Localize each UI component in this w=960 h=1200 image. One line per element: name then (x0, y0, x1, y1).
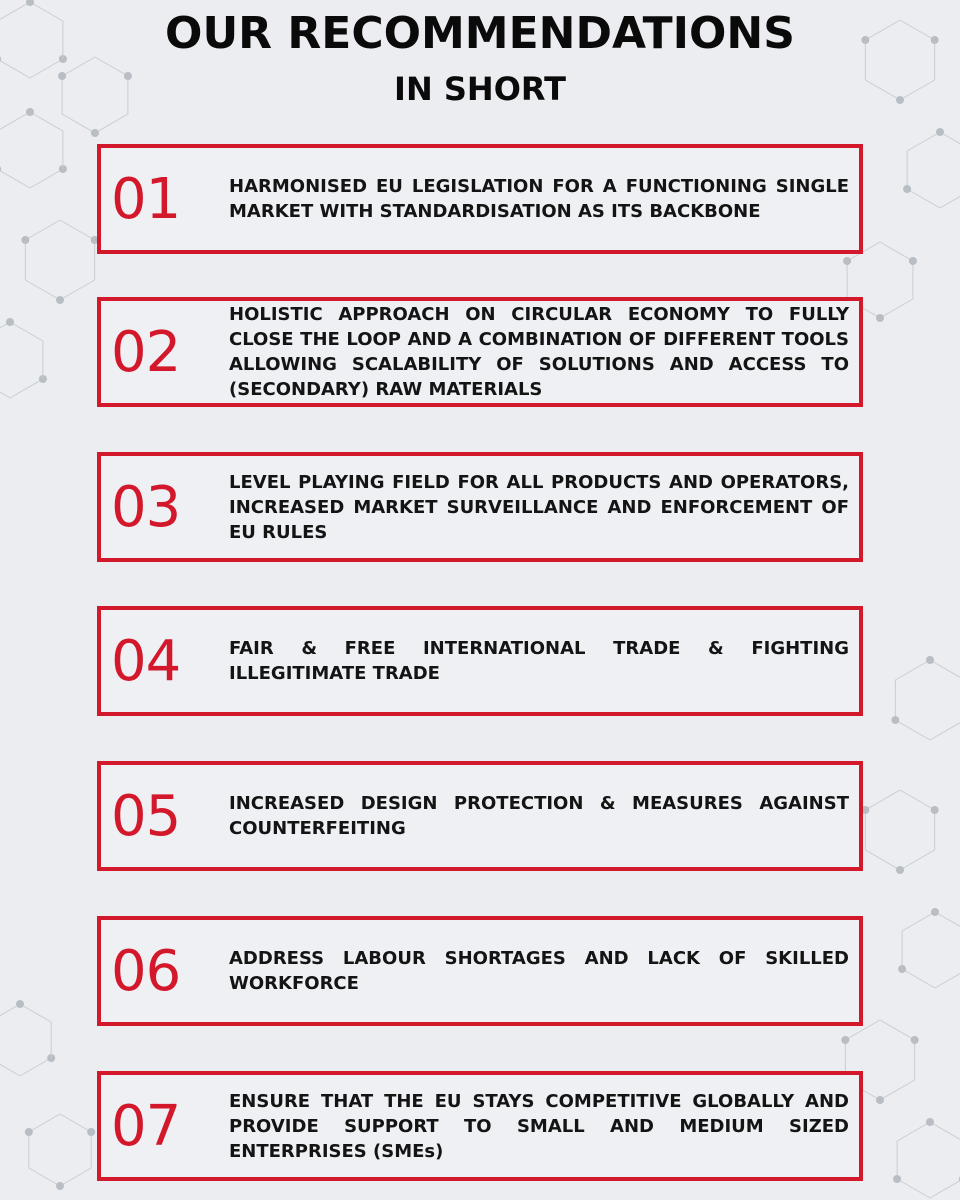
hexagon-edge (0, 112, 30, 131)
recommendation-card-01 (97, 144, 863, 254)
recommendation-card-07 (97, 1071, 863, 1181)
hexagon-node (931, 806, 939, 814)
hexagon-edge (902, 912, 935, 931)
hexagon-edge (60, 280, 95, 300)
hexagon-edge (930, 1179, 960, 1198)
hexagon-node (6, 318, 14, 326)
hexagon-edge (30, 112, 63, 131)
hexagon-edge (30, 169, 63, 188)
hexagon-node (876, 314, 884, 322)
hexagon-edge (900, 850, 935, 870)
recommendation-number: 03 (111, 474, 181, 540)
hexagon-edge (20, 1004, 51, 1022)
hexagon-edge (29, 1114, 60, 1132)
hexagon-node (911, 1036, 919, 1044)
hexagon-node (926, 656, 934, 664)
hexagon-node (91, 129, 99, 137)
hexagon-node (898, 965, 906, 973)
recommendation-card-06 (97, 916, 863, 1026)
hexagon-edge (0, 1058, 20, 1076)
hexagon-edge (930, 1122, 960, 1141)
hexagon-edge (95, 114, 128, 133)
hexagon-edge (0, 379, 10, 398)
hexagon-edge (935, 912, 960, 931)
recommendation-number: 05 (111, 783, 181, 849)
hexagon-edge (0, 169, 30, 188)
hexagon-edge (900, 790, 935, 810)
hexagon-node (903, 185, 911, 193)
recommendation-text: FAIR & FREE INTERNATIONAL TRADE & FIGHTING ILLEGITIMATE TRADE (229, 638, 849, 684)
hexagon-node (891, 716, 899, 724)
recommendation-card-03 (97, 452, 863, 562)
hexagon-node (926, 1118, 934, 1126)
hexagon-edge (897, 1179, 930, 1198)
hexagon-node (876, 1096, 884, 1104)
hexagon-node (909, 257, 917, 265)
hexagon-node (25, 1128, 33, 1136)
recommendation-text: LEVEL PLAYING FIELD FOR ALL PRODUCTS AND OPERATORS, INCREASED MARKET SURVEILLANCE AND ENFORCEMENT OF EU RULES (229, 471, 849, 543)
recommendation-number: 06 (111, 938, 181, 1004)
hexagon-edge (902, 969, 935, 988)
hexagon-edge (940, 189, 960, 208)
hexagon-node (87, 1128, 95, 1136)
hexagon-edge (940, 132, 960, 151)
hexagon-edge (880, 242, 913, 261)
page-subtitle: IN SHORT (394, 70, 566, 108)
hexagon-node (843, 257, 851, 265)
hexagon-edge (60, 1114, 91, 1132)
hexagon-edge (895, 720, 930, 740)
hexagon-node (16, 1000, 24, 1008)
recommendation-text: HOLISTIC APPROACH ON CIRCULAR ECONOMY TO FULLY CLOSE THE LOOP AND A COMBINATION OF DIFFERENT TOOLS ALLOWING SCALABILITY OF SOLUTIONS AND ACCESS TO (SECONDARY) RAW MATERIALS (229, 304, 849, 400)
hexagon-edge (29, 1168, 60, 1186)
hexagon-node (21, 236, 29, 244)
hexagon-edge (60, 1168, 91, 1186)
hexagon-node (56, 296, 64, 304)
recommendation-card-04 (97, 606, 863, 716)
hexagon-edge (907, 132, 940, 151)
hexagon-edge (880, 299, 913, 318)
hexagon-edge (930, 720, 960, 740)
hexagon-edge (25, 220, 60, 240)
hexagon-edge (880, 1020, 915, 1040)
hexagon-node (56, 1182, 64, 1190)
hexagon-edge (62, 114, 95, 133)
hexagon-node (896, 866, 904, 874)
hexagon-node (26, 108, 34, 116)
recommendation-number: 02 (111, 319, 181, 385)
hexagon-edge (880, 1080, 915, 1100)
recommendation-text: HARMONISED EU LEGISLATION FOR A FUNCTIONING SINGLE MARKET WITH STANDARDISATION AS ITS BACKBONE (229, 176, 849, 222)
hexagon-edge (865, 850, 900, 870)
page-title: OUR RECOMMENDATIONS (165, 8, 795, 59)
recommendation-text: ENSURE THAT THE EU STAYS COMPETITIVE GLOBALLY AND PROVIDE SUPPORT TO SMALL AND MEDIUM SIZED ENTERPRISES (SMEs) (229, 1090, 849, 1162)
hexagon-edge (10, 322, 43, 341)
recommendation-text: ADDRESS LABOUR SHORTAGES AND LACK OF SKILLED WORKFORCE (229, 948, 849, 994)
recommendation-number: 07 (111, 1093, 181, 1159)
hexagon-edge (907, 189, 940, 208)
hexagon-node (26, 0, 34, 6)
hexagon-edge (935, 969, 960, 988)
hexagon-edge (0, 1004, 20, 1022)
hexagon-edge (10, 379, 43, 398)
hexagon-edge (897, 1122, 930, 1141)
recommendation-number: 01 (111, 166, 181, 232)
hexagon-node (936, 128, 944, 136)
hexagon-node (893, 1175, 901, 1183)
recommendation-number: 04 (111, 628, 181, 694)
hexagon-edge (865, 790, 900, 810)
recommendation-text: INCREASED DESIGN PROTECTION & MEASURES AGAINST COUNTERFEITING (229, 793, 849, 839)
hexagon-node (0, 165, 1, 173)
recommendation-card-02 (97, 297, 863, 407)
recommendation-card-05 (97, 761, 863, 871)
hexagon-edge (895, 660, 930, 680)
hexagon-edge (25, 280, 60, 300)
hexagon-edge (20, 1058, 51, 1076)
hexagon-node (841, 1036, 849, 1044)
hexagon-edge (930, 660, 960, 680)
hexagon-edge (60, 220, 95, 240)
hexagon-node (931, 908, 939, 916)
